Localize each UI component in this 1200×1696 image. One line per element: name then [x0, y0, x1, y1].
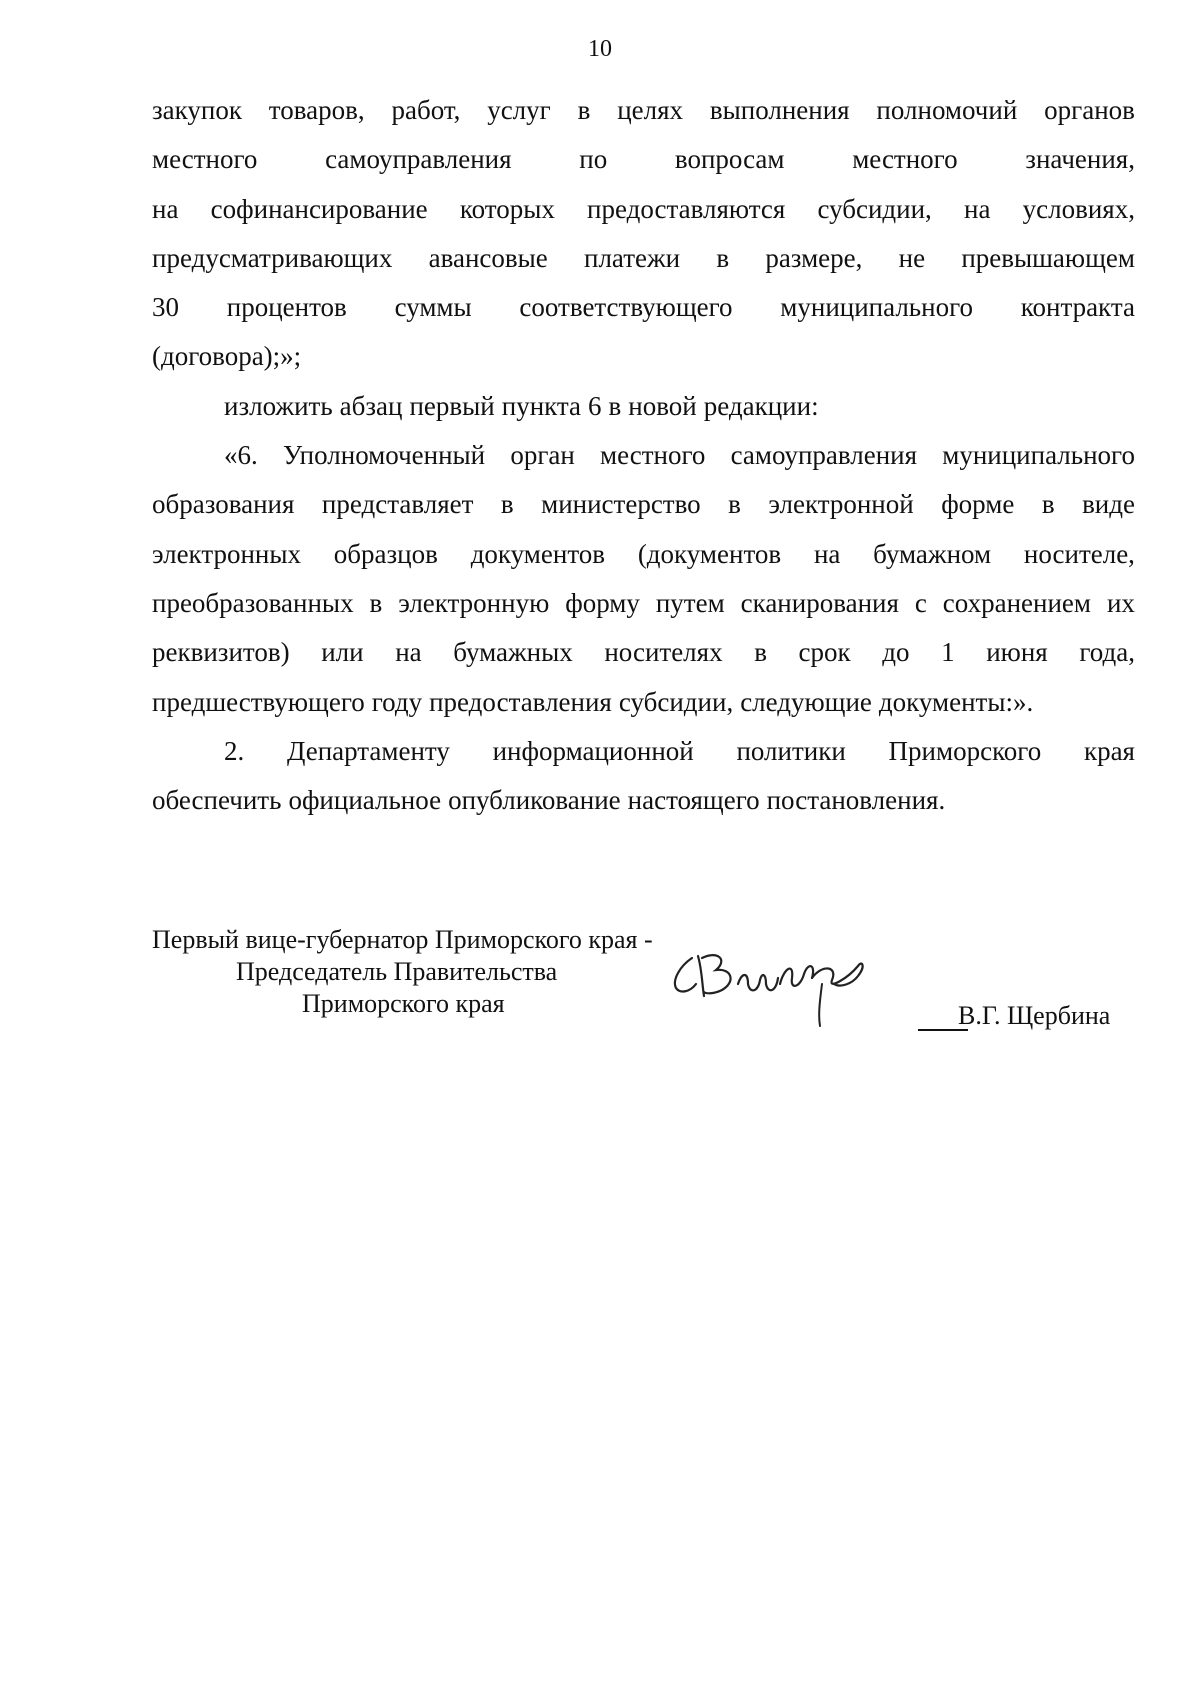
- word: документы:».: [878, 686, 1034, 717]
- word: соответствующего: [519, 292, 733, 323]
- word: или: [321, 637, 364, 668]
- word: в: [608, 390, 622, 421]
- word: местного: [152, 144, 258, 175]
- word: в: [728, 489, 741, 520]
- word: по: [579, 144, 608, 175]
- text-line: [152, 382, 1135, 431]
- word: форме: [941, 489, 1015, 520]
- word: предоставления: [429, 686, 612, 717]
- word: (документов: [637, 538, 782, 569]
- word: информационной: [492, 735, 694, 766]
- word: суммы: [394, 292, 472, 323]
- word: процентов: [226, 292, 347, 323]
- word: 6: [588, 390, 602, 421]
- word: самоуправления: [325, 144, 512, 175]
- word: Приморского: [888, 735, 1042, 766]
- word: электронную: [398, 587, 550, 618]
- word: 1: [941, 637, 955, 668]
- text-line: [152, 332, 1135, 381]
- word: первый: [409, 390, 495, 421]
- text-line: [152, 431, 1135, 480]
- word: субсидии,: [817, 193, 932, 224]
- page-number: 10: [588, 36, 612, 62]
- word: предшествующего: [152, 686, 365, 717]
- word: бумажном: [873, 538, 992, 569]
- word: сохранением: [942, 587, 1091, 618]
- word: муниципального: [942, 440, 1135, 471]
- word: настоящего: [627, 785, 760, 816]
- word: официальное: [288, 785, 442, 816]
- word: в: [577, 95, 591, 125]
- word: политики: [736, 735, 846, 766]
- word: их: [1106, 587, 1135, 618]
- handwritten-signature: [662, 944, 892, 1044]
- word: пункта: [501, 390, 582, 421]
- word: авансовые: [428, 242, 548, 273]
- word: году: [371, 686, 423, 717]
- word: виде: [1082, 489, 1135, 520]
- word: Департаменту: [286, 735, 450, 766]
- word: целях: [617, 95, 684, 125]
- signatory-title-line-2: Председатель Правительства: [236, 957, 558, 986]
- word: полномочий: [876, 95, 1018, 125]
- word: редакции:: [703, 390, 819, 421]
- word: в: [716, 242, 730, 273]
- word: обеспечить: [152, 785, 282, 816]
- word: до: [882, 637, 910, 668]
- text-line: [152, 283, 1135, 332]
- signatory-title-line-1: Первый вице-губернатор Приморского края -: [152, 925, 653, 954]
- word: превышающем: [961, 242, 1135, 273]
- word: с: [914, 587, 927, 618]
- word: носителе,: [1023, 538, 1135, 569]
- word: самоуправления: [730, 440, 918, 471]
- word: представляет: [321, 489, 474, 520]
- signature-block: [152, 924, 1135, 1054]
- word: субсидии,: [618, 686, 734, 717]
- word: реквизитов): [152, 637, 290, 668]
- word: (договора);»;: [152, 341, 302, 372]
- word: местного: [852, 144, 958, 175]
- word: «6.: [224, 440, 258, 471]
- word: срок: [798, 637, 851, 668]
- word: на: [964, 193, 991, 224]
- word: работ,: [391, 95, 461, 125]
- word: года,: [1079, 637, 1135, 668]
- word: абзац: [339, 390, 403, 421]
- word: значения,: [1025, 144, 1135, 175]
- text-line: [152, 86, 1135, 135]
- word: на: [395, 637, 422, 668]
- word: форму: [565, 587, 640, 618]
- word: предусматривающих: [152, 242, 393, 273]
- word: условиях,: [1022, 193, 1135, 224]
- word: Уполномоченный: [282, 440, 486, 471]
- text-line: [152, 480, 1135, 529]
- word: следующие: [740, 686, 872, 717]
- word: преобразованных: [152, 587, 354, 618]
- word: на: [152, 193, 179, 224]
- word: носителях: [604, 637, 723, 668]
- word: товаров,: [268, 95, 365, 125]
- word: образцов: [333, 538, 438, 569]
- text-line: [152, 530, 1135, 579]
- word: сканирования: [740, 587, 899, 618]
- text-line: [152, 135, 1135, 184]
- text-line: [152, 776, 1135, 825]
- word: путем: [655, 587, 725, 618]
- text-line: [152, 579, 1135, 628]
- word: выполнения: [709, 95, 850, 125]
- word: предоставляются: [587, 193, 786, 224]
- word: в: [500, 489, 514, 520]
- word: вопросам: [674, 144, 785, 175]
- word: 30: [152, 292, 179, 323]
- text-line: [152, 727, 1135, 776]
- word: новой: [628, 390, 697, 421]
- word: которых: [459, 193, 555, 224]
- signatory-title-line-3: Приморского края: [302, 989, 505, 1018]
- signatory-name: В.Г. Щербина: [958, 1001, 1111, 1030]
- word: контракта: [1020, 292, 1135, 323]
- word: платежи: [584, 242, 681, 273]
- document-body: [152, 86, 1135, 825]
- word: услуг: [487, 95, 551, 125]
- word: 2.: [224, 735, 245, 766]
- text-line: [152, 628, 1135, 677]
- word: документов: [470, 538, 606, 569]
- word: в: [754, 637, 767, 668]
- word: изложить: [224, 390, 333, 421]
- text-line: [152, 234, 1135, 283]
- word: муниципального: [780, 292, 973, 323]
- word: софинансирование: [210, 193, 428, 224]
- word: образования: [152, 489, 295, 520]
- word: июня: [986, 637, 1048, 668]
- word: на: [813, 538, 841, 569]
- word: размере,: [765, 242, 863, 273]
- word: электронной: [768, 489, 914, 520]
- word: края: [1083, 735, 1135, 766]
- word: опубликование: [448, 785, 621, 816]
- word: органов: [1044, 95, 1135, 125]
- text-line: [152, 678, 1135, 727]
- word: бумажных: [453, 637, 573, 668]
- word: местного: [600, 440, 706, 471]
- word: постановления.: [766, 785, 946, 816]
- word: электронных: [152, 538, 301, 569]
- text-line: [152, 185, 1135, 234]
- word: министерство: [541, 489, 701, 520]
- word: не: [898, 242, 926, 273]
- word: в: [1041, 489, 1055, 520]
- word: закупок: [152, 95, 242, 125]
- word: орган: [510, 440, 575, 471]
- word: в: [369, 587, 383, 618]
